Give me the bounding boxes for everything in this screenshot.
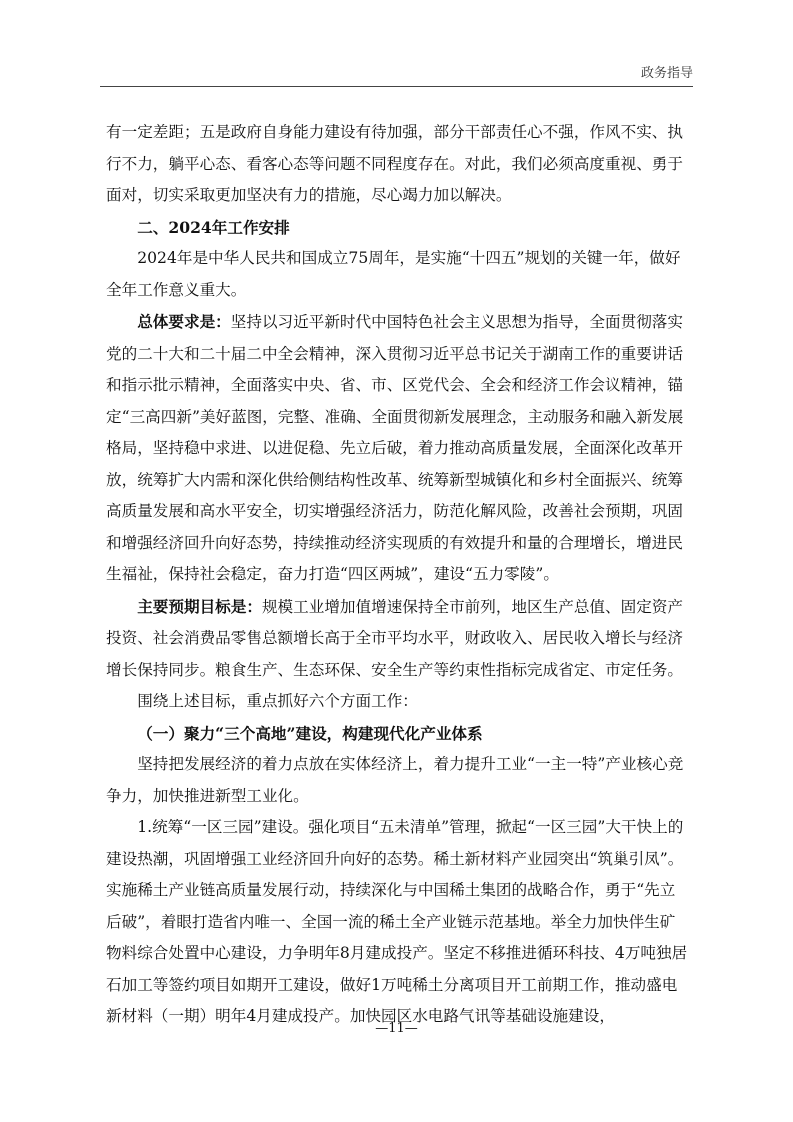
- paragraph-real-economy: 坚持把发展经济的着力点放在实体经济上，着力提升工业“一主一特”产业核心竞争力，加快推进新型工业化。: [106, 755, 684, 805]
- paragraph-main-targets: [106, 591, 689, 687]
- section-heading: 二、2024年工作安排: [137, 217, 290, 237]
- paragraph-item-1: 1.统筹“一区三园”建设。强化项目“五未清单”管理，掀起“一区三园”大干快上的建设热潮，巩固增强工业经济回升向好的态势。稀土新材料产业园突出“筑巢引凤”。实施稀土产业链高质量发展行动，持续深化与中国稀土集团的战略合作，勇于“先立后破”，着眼打造省内唯一、全国一流的稀土全产业链示范基地。举全力加快伴生矿物料综合处置中心建设，力争明年8月建成投产。坚定不移推进循环科技、4万吨独居石加工等签约项目如期开工建设，做好1万吨稀土分离项目开工前期工作，推动盛电新材料（一期）明年4月建成投产。加快园区水电路气讯等基础设施建设，: [106, 818, 688, 1025]
- page-number: —11—: [375, 1021, 418, 1036]
- paragraph-overall-requirements: [106, 306, 689, 591]
- overall-requirements-label: 总体要求是：: [137, 312, 231, 331]
- header-rule: [100, 86, 693, 87]
- overall-requirements-text: 坚持以习近平新时代中国特色社会主义思想为指导，全面贯彻落实党的二十大和二十届二中全会精神，深入贯彻习近平总书记关于湖南工作的重要讲话和指示批示精神，全面落实中央、省、市、区党代会、全会和经济工作会议精神，锚定“三高四新”美好蓝图，完整、准确、全面贯彻新发展理念，主动服务和融入新发展格局，坚持稳中求进、以进促稳、先立后破，着力推动高质量发展，全面深化改革开放，统筹扩大内需和深化供给侧结构性改革、统筹新型城镇化和乡村全面振兴、统筹高质量发展和高水平安全，切实增强经济活力，防范化解风险，改善社会预期，巩固和增强经济回升向好态势，持续推动经济实现质的有效提升和量的合理增长，增进民生福祉，保持社会稳定，奋力打造“四区两城”，建设“五力零陵”。: [106, 313, 684, 583]
- subsection-heading: （一）聚力“三个高地”建设，构建现代化产业体系: [137, 723, 483, 743]
- paragraph-year-intro: 2024年是中华人民共和国成立75周年，是实施“十四五”规划的关键一年，做好全年工作意义重大。: [106, 249, 681, 299]
- paragraph-continued: 有一定差距；五是政府自身能力建设有待加强，部分干部责任心不强，作风不实、执行不力，躺平心态、看客心态等问题不同程度存在。对此，我们必须高度重视、勇于面对，切实采取更加坚决有力的措施，尽心竭力加以解决。: [106, 123, 683, 204]
- paragraph-six-tasks: 围绕上述目标，重点抓好六个方面工作：: [137, 692, 418, 710]
- main-targets-text: 规模工业增加值增速保持全市前列，地区生产总值、固定资产投资、社会消费品零售总额增长高于全市平均水平，财政收入、居民收入增长与经济增长保持同步。粮食生产、生态环保、安全生产等约束性指标完成省定、市定任务。: [106, 597, 683, 679]
- page-body: [106, 117, 689, 1033]
- main-targets-label: 主要预期目标是：: [137, 596, 262, 616]
- running-header: 政务指导: [640, 66, 693, 81]
